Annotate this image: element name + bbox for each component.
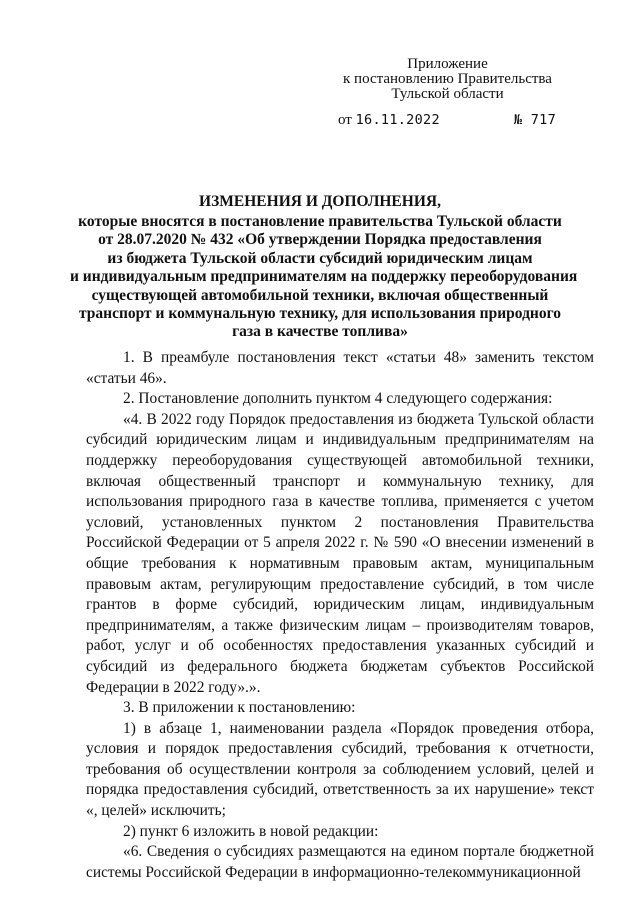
title-line: из бюджета Тульской области субсидий юридическим лицам [107, 249, 533, 267]
document-body [86, 348, 594, 883]
paragraph-item-2: 2. Постановление дополнить пунктом 4 следующего содержания: [123, 390, 553, 408]
title-line: которые вносятся в постановление правительства Тульской области [78, 213, 562, 230]
title-line: транспорт и коммунальную технику, для использования природного [78, 305, 562, 323]
title-line: газа в качестве топлива» [232, 323, 408, 341]
document-date: 16.11.2022 [355, 112, 440, 128]
paragraph-subitem-1: 1) в абзаце 1, наименовании раздела «Порядок проведения отбора, условия и порядок предоставления субсидий, требования к отчетности, требования об осуществлении контроля за соблюдением условий, целей и порядка предоставления субсидий, ответственность за их нарушение» текст «, целей» исключить; [86, 719, 594, 820]
annex-region: Тульской области [391, 86, 504, 102]
annex-header [340, 57, 555, 102]
from-label: от [338, 112, 352, 128]
title-subheading [70, 213, 578, 342]
title-line: существующей автомобильной техники, включая общественный [91, 286, 549, 304]
title-heading: ИЗМЕНЕНИЯ И ДОПОЛНЕНИЯ, [199, 193, 441, 210]
title-line: от 28.07.2020 № 432 «Об утверждении Порядка предоставления [98, 231, 542, 249]
annex-label: Приложение [407, 56, 488, 72]
paragraph-new-clause-4: «4. В 2022 году Порядок предоставления из бюджета Тульской области субсидий юридическим лицам и индивидуальным предпринимателям на поддержку переоборудования существующей автомобильной техники, включая общественный транспорт и коммунальную технику, для использования природного газа в качестве топлива, применяется с учетом условий, установленных пунктом 2 постановления Правительства Российской Федерации от 5 апреля 2022 г. № 590 «О внесении изменений в общие требования к нормативным правовым актам, муниципальным правовым актам, регулирующим предоставление субсидий, в том числе грантов в форме субсидий, юридическим лицам, индивидуальным предпринимателям, а также физическим лицам – производителям товаров, работ, услуг и об особенностях предоставления указанных субсидий и субсидий из федерального бюджета бюджетам субъектов Российской Федерации в 2022 году».». [86, 410, 594, 696]
paragraph-item-1: 1. В преамбуле постановления текст «статьи 48» заменить текстом «статьи 46». [86, 349, 594, 387]
title-line: и индивидуальным предпринимателям на поддержку переоборудования [70, 268, 578, 286]
annex-reference: к постановлению Правительства [343, 71, 552, 87]
paragraph-subitem-2: 2) пункт 6 изложить в новой редакции: [123, 822, 379, 840]
document-number: № 717 [513, 112, 556, 128]
paragraph-item-3: 3. В приложении к постановлению: [123, 699, 356, 717]
registration-line [338, 111, 556, 129]
paragraph-new-clause-6: «6. Сведения о субсидиях размещаются на едином портале бюджетной системы Российской Федерации в информационно-телекоммуникационной [86, 843, 594, 881]
